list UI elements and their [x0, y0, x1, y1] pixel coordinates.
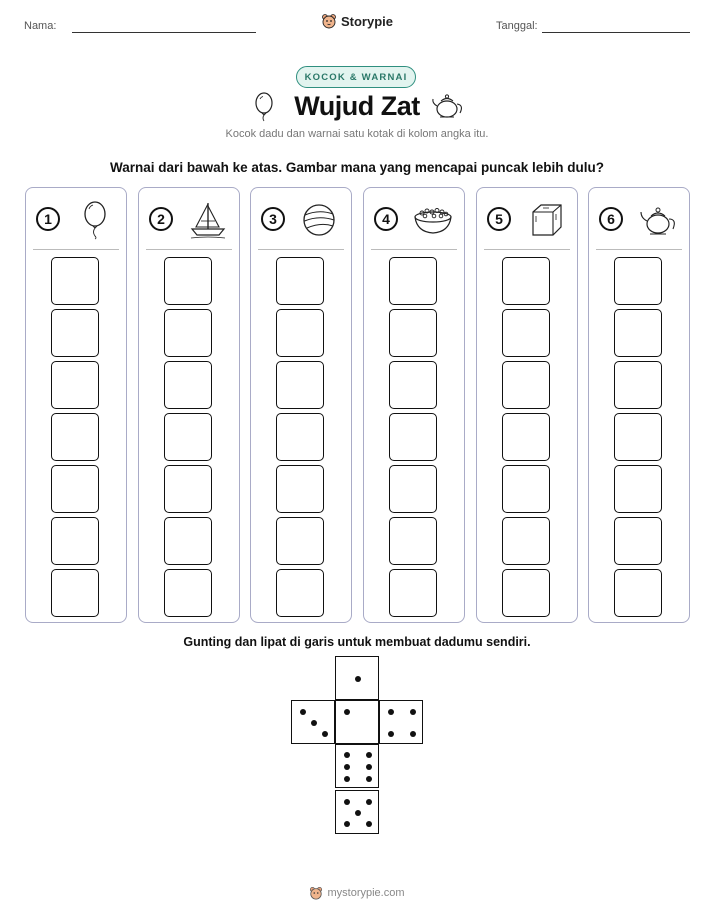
cereal-bowl-icon — [412, 200, 454, 240]
sailboat-icon — [187, 200, 229, 240]
instruction-text: Warnai dari bawah ke atas. Gambar mana yang mencapai puncak lebih dulu? — [110, 160, 604, 175]
color-box[interactable] — [389, 309, 437, 357]
color-box[interactable] — [164, 257, 212, 305]
footer-url: mystorypie.com — [327, 887, 405, 899]
dice-face-6 — [335, 744, 379, 788]
color-box[interactable] — [51, 569, 99, 617]
color-box[interactable] — [276, 361, 324, 409]
color-box[interactable] — [276, 413, 324, 461]
color-box[interactable] — [614, 361, 662, 409]
color-box[interactable] — [276, 569, 324, 617]
cut-instruction: Gunting dan lipat di garis untuk membuat dadumu sendiri. — [183, 635, 531, 649]
teapot-icon — [637, 200, 679, 240]
color-box[interactable] — [614, 465, 662, 513]
color-box[interactable] — [51, 309, 99, 357]
color-box[interactable] — [164, 309, 212, 357]
color-box[interactable] — [389, 413, 437, 461]
ball-icon — [299, 200, 341, 240]
color-box[interactable] — [614, 413, 662, 461]
color-box[interactable] — [51, 257, 99, 305]
color-box[interactable] — [502, 465, 550, 513]
dice-face-5 — [335, 790, 379, 834]
color-box[interactable] — [502, 257, 550, 305]
color-box[interactable] — [51, 361, 99, 409]
column-6 — [588, 187, 690, 623]
color-box[interactable] — [389, 361, 437, 409]
dice-face-1 — [335, 656, 379, 700]
teapot-icon — [430, 92, 466, 120]
dice-face-1-center — [335, 700, 379, 744]
color-box[interactable] — [389, 517, 437, 565]
ice-cube-icon — [525, 200, 567, 240]
color-box[interactable] — [502, 361, 550, 409]
column-number: 3 — [261, 207, 285, 231]
column-number: 6 — [599, 207, 623, 231]
color-box[interactable] — [389, 569, 437, 617]
column-4 — [363, 187, 465, 623]
column-2 — [138, 187, 240, 623]
dice-face-4 — [379, 700, 423, 744]
color-box[interactable] — [276, 465, 324, 513]
name-line — [72, 32, 256, 33]
color-box[interactable] — [502, 517, 550, 565]
color-box[interactable] — [276, 309, 324, 357]
color-box[interactable] — [51, 517, 99, 565]
color-box[interactable] — [164, 465, 212, 513]
color-box[interactable] — [502, 309, 550, 357]
color-box[interactable] — [164, 413, 212, 461]
color-box[interactable] — [614, 517, 662, 565]
column-number: 4 — [374, 207, 398, 231]
column-number: 2 — [149, 207, 173, 231]
color-box[interactable] — [502, 413, 550, 461]
name-label: Nama: — [24, 20, 57, 32]
color-box[interactable] — [502, 569, 550, 617]
color-box[interactable] — [51, 413, 99, 461]
balloon-icon — [74, 200, 116, 240]
color-box[interactable] — [614, 569, 662, 617]
color-box[interactable] — [614, 257, 662, 305]
dice-face-3 — [291, 700, 335, 744]
color-box[interactable] — [164, 517, 212, 565]
storypie-mascot-icon — [309, 886, 323, 900]
color-box[interactable] — [389, 257, 437, 305]
footer — [0, 886, 714, 900]
column-number: 5 — [487, 207, 511, 231]
storypie-mascot-icon — [321, 13, 337, 29]
color-box[interactable] — [276, 257, 324, 305]
page-title: Wujud Zat — [294, 91, 420, 121]
color-box[interactable] — [164, 569, 212, 617]
column-5 — [476, 187, 578, 623]
brand-name: Storypie — [340, 13, 393, 29]
column-number: 1 — [36, 207, 60, 231]
brand-logo — [0, 13, 714, 29]
date-label: Tanggal: — [496, 20, 538, 32]
color-box[interactable] — [276, 517, 324, 565]
column-1 — [25, 187, 127, 623]
color-box[interactable] — [389, 465, 437, 513]
subtitle: Kocok dadu dan warnai satu kotak di kolom angka itu. — [225, 128, 489, 140]
color-box[interactable] — [164, 361, 212, 409]
color-box[interactable] — [614, 309, 662, 357]
color-box[interactable] — [51, 465, 99, 513]
activity-badge: KOCOK & WARNAI — [296, 66, 416, 88]
column-3 — [250, 187, 352, 623]
date-line — [542, 32, 690, 33]
